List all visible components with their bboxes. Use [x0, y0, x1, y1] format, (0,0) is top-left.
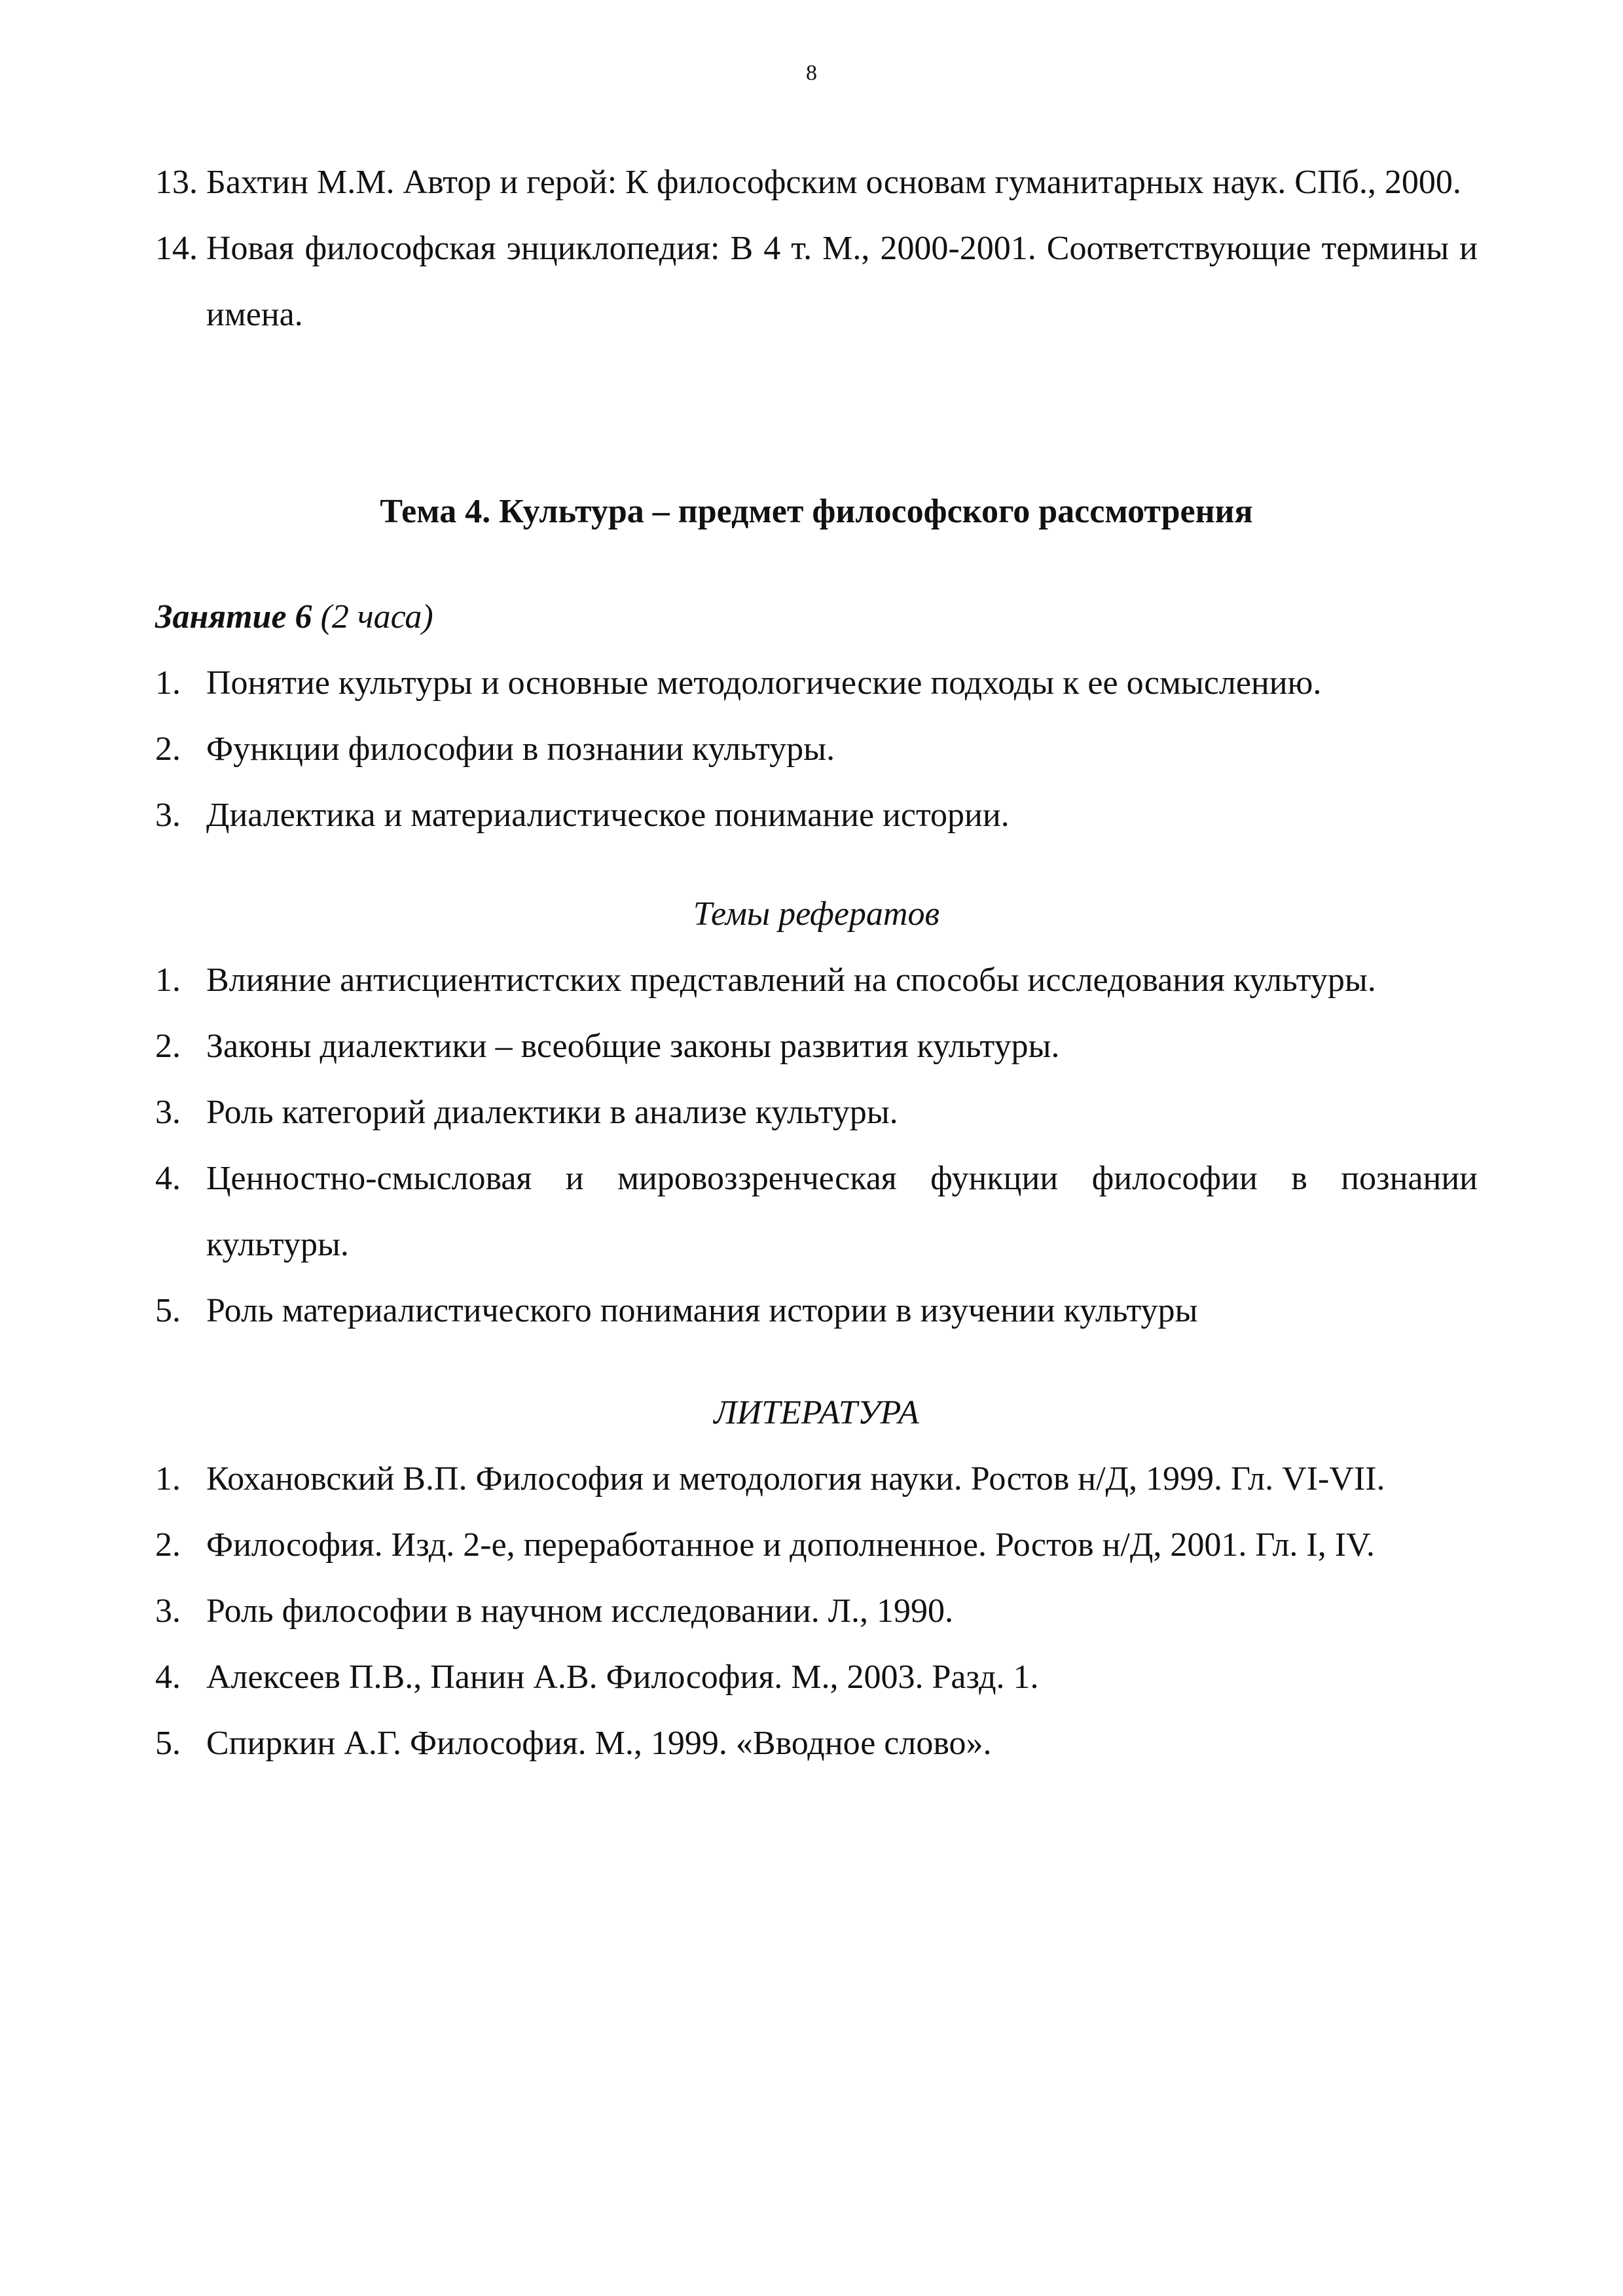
list-item: [155, 1446, 1478, 1512]
item-number: 2.: [155, 730, 181, 768]
item-number: 3.: [155, 797, 181, 834]
item-number: 13.: [155, 164, 198, 201]
item-text: Роль материалистического понимания истории в изучении культуры: [206, 1292, 1198, 1329]
item-text: Понятие культуры и основные методологические подходы к ее осмыслению.: [206, 664, 1322, 702]
item-text: Роль категорий диалектики в анализе культуры.: [206, 1094, 898, 1131]
item-text: Влияние антисциентистских представлений на способы исследования культуры.: [206, 961, 1376, 999]
list-item: [155, 1145, 1478, 1278]
literature-heading: ЛИТЕРАТУРА: [714, 1394, 919, 1431]
item-number: 2.: [155, 1526, 181, 1564]
list-item: [155, 1278, 1478, 1344]
list-item: [155, 1013, 1478, 1079]
list-item: [155, 1512, 1478, 1578]
item-text: Диалектика и материалистическое понимание истории.: [206, 797, 1010, 834]
item-number: 1.: [155, 1460, 181, 1498]
item-number: 3.: [155, 1592, 181, 1630]
item-number: 4.: [155, 1659, 181, 1696]
list-item: [155, 947, 1478, 1013]
item-text: Законы диалектики – всеобщие законы развития культуры.: [206, 1028, 1060, 1065]
list-item: [155, 716, 1478, 782]
list-item: [155, 149, 1478, 215]
topic-title: Тема 4. Культура – предмет философского рассмотрения: [380, 493, 1253, 530]
page-content: [155, 149, 1478, 1776]
item-number: 1.: [155, 961, 181, 999]
item-text: Ценностно-смысловая и мировоззренческая функции философии в познании культуры.: [206, 1160, 1478, 1263]
list-item: [155, 1644, 1478, 1710]
prev-literature-list: [155, 149, 1478, 348]
list-item: [155, 650, 1478, 716]
item-text: Кохановский В.П. Философия и методология науки. Ростов н/Д, 1999. Гл. VI-VII.: [206, 1460, 1385, 1498]
item-text: Функции философии в познании культуры.: [206, 730, 835, 768]
item-number: 1.: [155, 664, 181, 702]
list-item: [155, 1079, 1478, 1145]
item-number: 14.: [155, 230, 198, 267]
lesson-hours: (2 часа): [312, 598, 433, 636]
page-number: 8: [806, 61, 817, 85]
lesson-title: Занятие 6: [155, 598, 312, 636]
item-number: 3.: [155, 1094, 181, 1131]
item-text: Спиркин А.Г. Философия. М., 1999. «Вводное слово».: [206, 1725, 992, 1762]
list-item: [155, 1578, 1478, 1644]
item-number: 2.: [155, 1028, 181, 1065]
list-item: [155, 1710, 1478, 1776]
literature-list: [155, 1446, 1478, 1776]
item-text: Алексеев П.В., Панин А.В. Философия. М., 2003. Разд. 1.: [206, 1659, 1039, 1696]
item-number: 4.: [155, 1160, 181, 1197]
list-item: [155, 782, 1478, 848]
item-text: Бахтин М.М. Автор и герой: К философским основам гуманитарных наук. СПб., 2000.: [206, 164, 1461, 201]
lesson-questions-list: [155, 650, 1478, 848]
item-text: Философия. Изд. 2-е, переработанное и дополненное. Ростов н/Д, 2001. Гл. I, IV.: [206, 1526, 1375, 1564]
item-number: 5.: [155, 1292, 181, 1329]
item-text: Новая философская энциклопедия: В 4 т. М., 2000-2001. Соответствующие термины и имена.: [206, 230, 1478, 333]
essays-heading: Темы рефератов: [693, 895, 940, 933]
item-number: 5.: [155, 1725, 181, 1762]
lesson-heading: [155, 584, 1478, 650]
list-item: [155, 215, 1478, 348]
essays-list: [155, 947, 1478, 1344]
item-text: Роль философии в научном исследовании. Л., 1990.: [206, 1592, 954, 1630]
